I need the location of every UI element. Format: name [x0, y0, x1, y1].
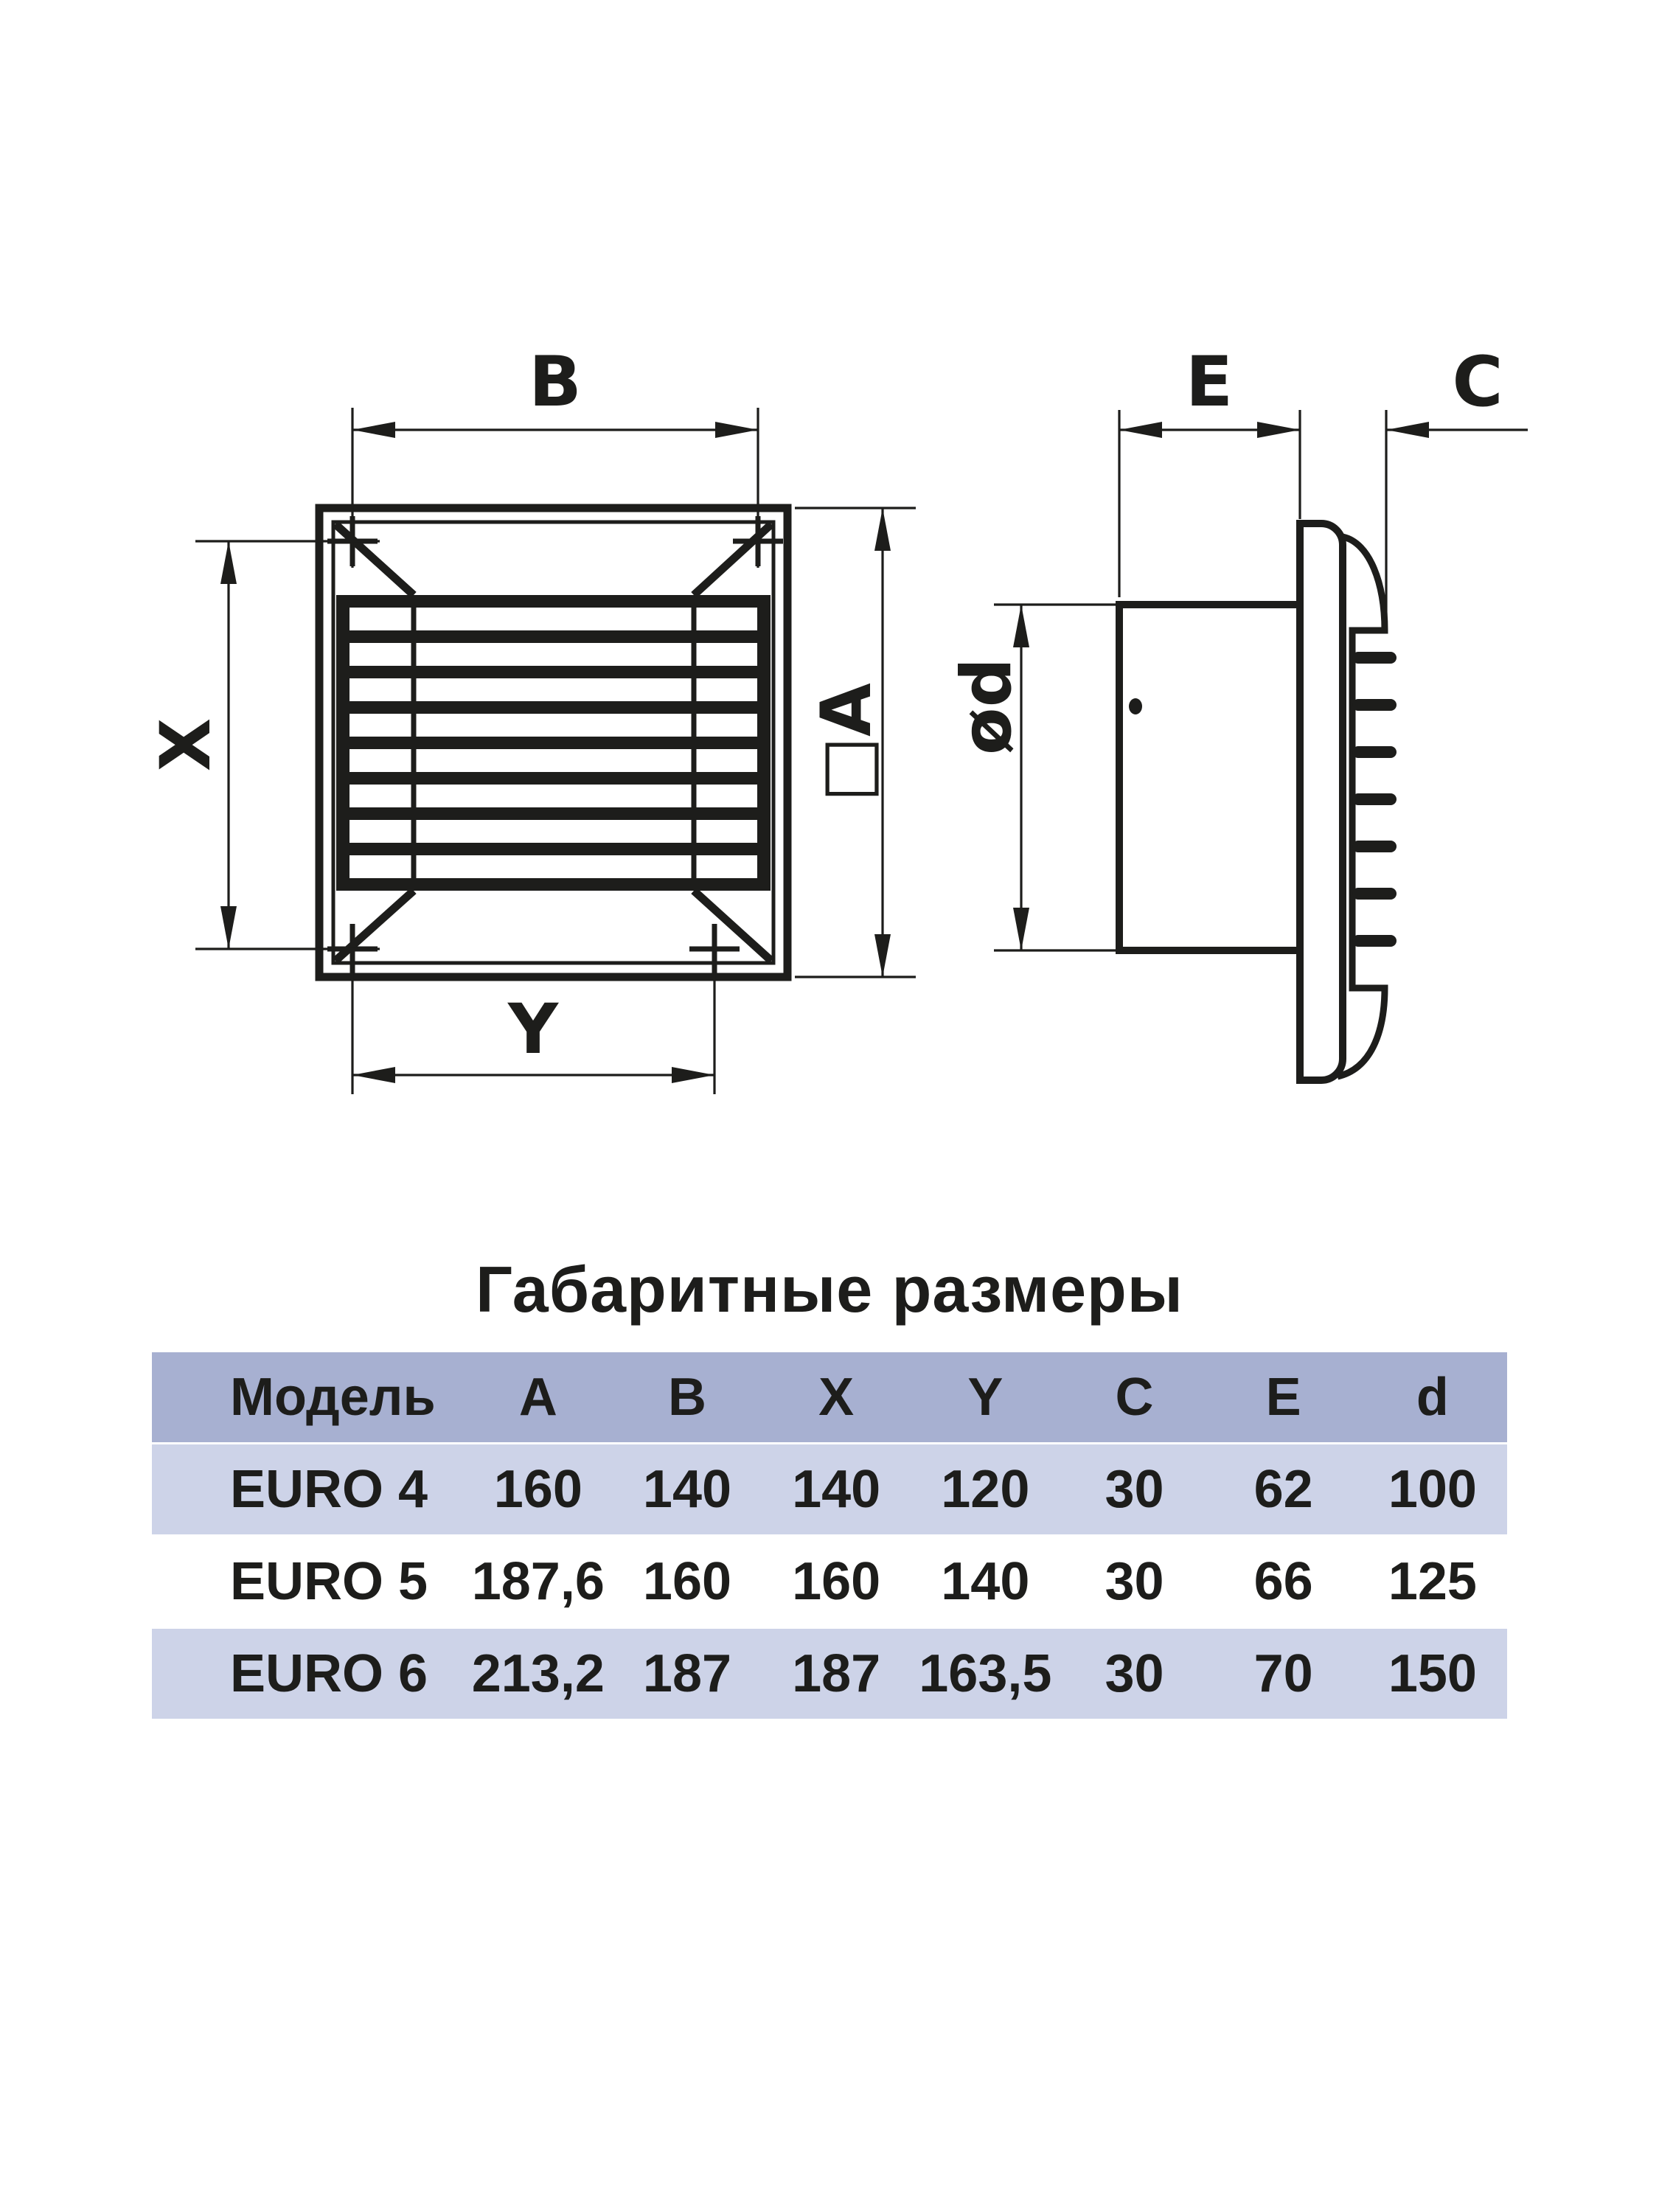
table-header-row	[152, 1352, 1507, 1442]
louver-slat	[336, 630, 771, 643]
dim-label-diameter: ød	[947, 658, 1027, 755]
header-cell-d: d	[1358, 1352, 1507, 1442]
dim-label-a: □A	[807, 683, 887, 802]
dimension-d	[947, 605, 1116, 950]
cell-value: 140	[762, 1444, 911, 1534]
cell-value: 125	[1358, 1537, 1507, 1627]
louver-tooth	[1352, 935, 1397, 947]
cell-value: 150	[1358, 1629, 1507, 1719]
dim-label-b: B	[529, 342, 582, 422]
louver-slat	[336, 843, 771, 855]
louver-tooth	[1352, 793, 1397, 805]
louver-slat	[336, 878, 771, 891]
header-cell-model: Модель	[152, 1352, 464, 1442]
cell-value: 160	[762, 1537, 911, 1627]
cell-value: 187	[613, 1629, 762, 1719]
cell-value: 160	[613, 1537, 762, 1627]
cell-model: EURO 6	[152, 1629, 464, 1719]
louver-tooth	[1352, 652, 1397, 664]
louver-panel	[336, 595, 771, 891]
front-view	[146, 342, 916, 1094]
table-row-euro6	[152, 1629, 1507, 1719]
cell-value: 160	[464, 1444, 613, 1534]
louver-tooth	[1352, 841, 1397, 852]
dim-label-x: X	[146, 717, 226, 772]
table-row-euro5	[152, 1537, 1507, 1627]
cell-value: 120	[911, 1444, 1060, 1534]
cell-value: 140	[613, 1444, 762, 1534]
cell-value: 140	[911, 1537, 1060, 1627]
duct-pin	[1129, 698, 1142, 714]
bevel-line	[335, 524, 414, 595]
louver-slat	[336, 666, 771, 678]
cell-value: 70	[1209, 1629, 1358, 1719]
dim-label-y: Y	[507, 990, 559, 1070]
dimensions-table	[152, 1350, 1507, 1721]
cell-value: 187	[762, 1629, 911, 1719]
cell-value: 62	[1209, 1444, 1358, 1534]
cell-model: EURO 5	[152, 1537, 464, 1627]
cell-value: 187,6	[464, 1537, 613, 1627]
dim-label-c: C	[1452, 342, 1503, 422]
header-cell-a: A	[464, 1352, 613, 1442]
front-panel-louver-teeth	[1352, 652, 1397, 947]
dimension-B	[352, 342, 758, 568]
louver-slat	[336, 807, 771, 820]
louver-slat	[336, 701, 771, 714]
header-cell-e: E	[1209, 1352, 1358, 1442]
header-cell-c: C	[1060, 1352, 1208, 1442]
dimension-E	[1119, 342, 1300, 597]
table-row-euro4	[152, 1444, 1507, 1534]
louver-tooth	[1352, 746, 1397, 758]
dim-label-e: E	[1185, 342, 1234, 422]
louver-slat	[336, 737, 771, 749]
wall-plate	[1300, 524, 1343, 1080]
cell-value: 163,5	[911, 1629, 1060, 1719]
header-cell-b: B	[613, 1352, 762, 1442]
dimension-A	[795, 508, 916, 977]
cell-value: 30	[1060, 1537, 1208, 1627]
cell-value: 213,2	[464, 1629, 613, 1719]
louver-tooth	[1352, 699, 1397, 711]
duct-body	[1119, 605, 1300, 950]
side-view	[947, 342, 1528, 1080]
louver-tooth	[1352, 888, 1397, 900]
cell-value: 30	[1060, 1629, 1208, 1719]
louver-slat	[336, 595, 771, 608]
cell-value: 30	[1060, 1444, 1208, 1534]
header-cell-y: Y	[911, 1352, 1060, 1442]
dimension-C	[1386, 342, 1528, 627]
cell-value: 100	[1358, 1444, 1507, 1534]
section-title: Габаритные размеры	[476, 1253, 1183, 1326]
cell-value: 66	[1209, 1537, 1358, 1627]
louver-slat	[336, 772, 771, 785]
cell-model: EURO 4	[152, 1444, 464, 1534]
header-cell-x: X	[762, 1352, 911, 1442]
